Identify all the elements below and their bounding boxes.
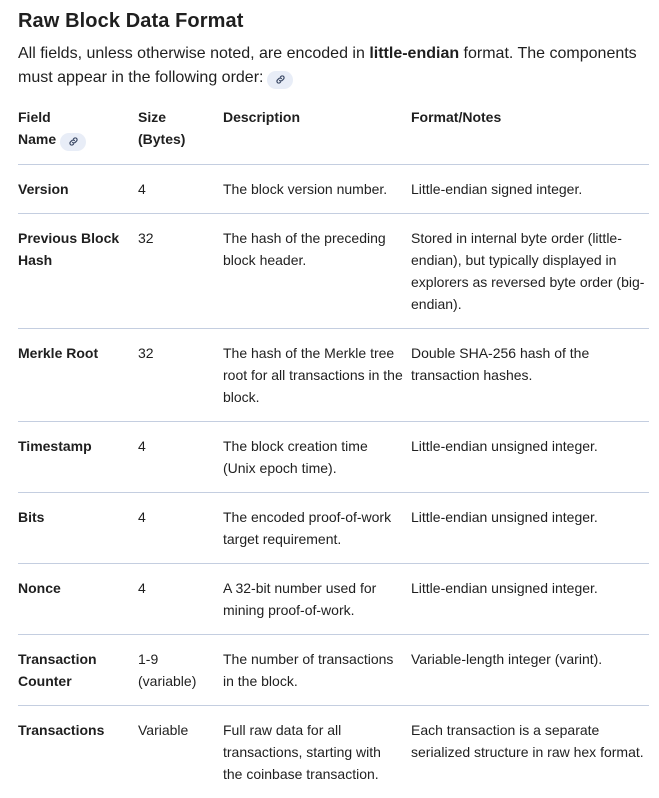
header-field-name [18, 106, 138, 164]
cell-field: Version [18, 180, 69, 197]
cell-description: The encoded proof-of-work target requirement. [223, 508, 392, 547]
header-field-line2: Name [18, 131, 57, 147]
cell-size: 4 [138, 579, 146, 596]
table-row [18, 705, 649, 798]
header-size-line2: (Bytes) [138, 131, 186, 147]
cell-size: 4 [138, 180, 146, 197]
table-row [18, 492, 649, 563]
link-icon [68, 136, 79, 147]
header-description: Description [223, 109, 301, 125]
header-size-line1: Size [138, 109, 167, 125]
intro-paragraph [18, 42, 649, 90]
table-row [18, 328, 649, 421]
table-row [18, 421, 649, 492]
cell-field: Bits [18, 508, 45, 525]
cell-size: 32 [138, 344, 154, 361]
source-link-button[interactable] [267, 71, 293, 89]
cell-size: 4 [138, 437, 146, 454]
cell-format: Little-endian unsigned integer. [411, 579, 598, 596]
header-format-notes: Format/Notes [411, 109, 502, 125]
section-title: Raw Block Data Format [18, 10, 244, 32]
cell-format: Double SHA-256 hash of the transaction hashes. [411, 344, 590, 383]
cell-size: Variable [138, 721, 189, 738]
intro-bold-term: little-endian [369, 45, 460, 62]
cell-description: The hash of the preceding block header. [223, 229, 386, 268]
cell-format: Little-endian unsigned integer. [411, 508, 598, 525]
cell-description: The hash of the Merkle tree root for all transactions in the block. [223, 344, 403, 405]
cell-description: The block creation time (Unix epoch time). [223, 437, 368, 476]
link-icon [275, 74, 286, 85]
cell-format: Stored in internal byte order (little-endian), but typically displayed in explorers as reversed byte order (big-endian). [411, 229, 645, 312]
cell-field: Timestamp [18, 437, 92, 454]
header-size [138, 106, 223, 164]
cell-field: Merkle Root [18, 344, 99, 361]
intro-text-after: format. The components must appear in the following order: [18, 45, 637, 86]
cell-format: Variable-length integer (varint). [411, 650, 603, 667]
cell-size: 32 [138, 229, 154, 246]
cell-format: Little-endian signed integer. [411, 180, 583, 197]
cell-field: Transactions [18, 721, 105, 738]
table-header-row [18, 106, 649, 164]
header-field-line1: Field [18, 109, 51, 125]
cell-description: A 32-bit number used for mining proof-of-work. [223, 579, 377, 618]
table-row [18, 213, 649, 328]
table-row [18, 563, 649, 634]
cell-field: Nonce [18, 579, 61, 596]
cell-field: Previous Block Hash [18, 229, 120, 268]
cell-format: Little-endian unsigned integer. [411, 437, 598, 454]
intro-text-before: All fields, unless otherwise noted, are encoded in [18, 45, 370, 62]
cell-description: The number of transactions in the block. [223, 650, 394, 689]
cell-size: 4 [138, 508, 146, 525]
table-row [18, 164, 649, 213]
cell-field: Transaction Counter [18, 650, 97, 689]
cell-format: Each transaction is a separate serialized structure in raw hex format. [411, 721, 644, 760]
cell-description: Full raw data for all transactions, starting with the coinbase transaction. [223, 721, 381, 782]
field-name-link-button[interactable] [60, 133, 86, 151]
table-row [18, 634, 649, 705]
cell-size: 1-9 (variable) [138, 650, 197, 689]
cell-description: The block version number. [223, 180, 388, 197]
block-format-table [18, 106, 649, 798]
